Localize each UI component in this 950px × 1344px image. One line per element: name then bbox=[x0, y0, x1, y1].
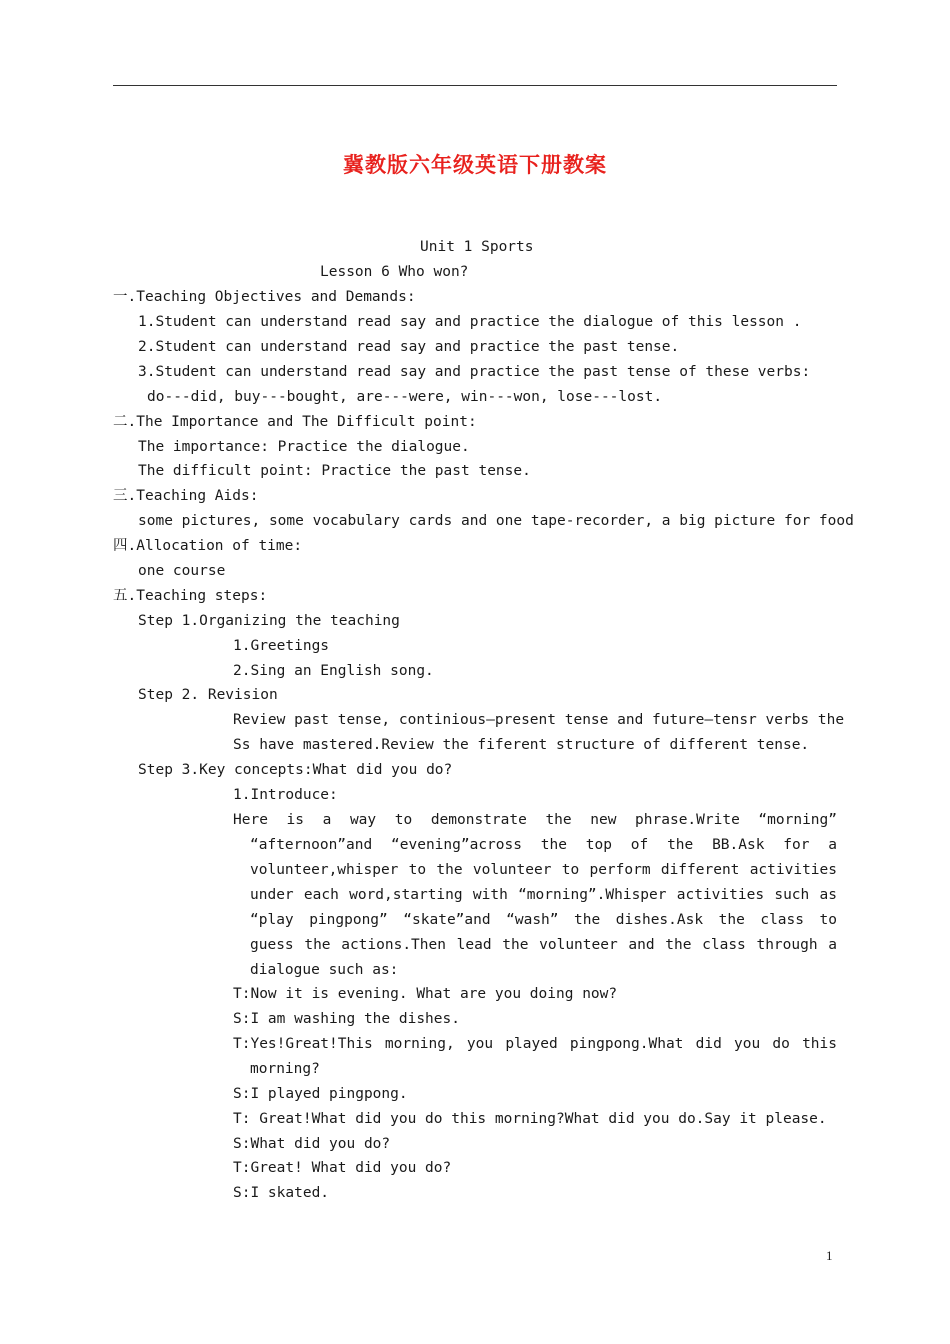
step1-item: 2.Sing an English song. bbox=[233, 663, 434, 679]
section-time-title: 四.Allocation of time: bbox=[113, 538, 303, 554]
page-title: 冀教版六年级英语下册教案 bbox=[343, 153, 607, 177]
step2-title: Step 2. Revision bbox=[138, 687, 278, 703]
step2-line: Review past tense, continious—present tense and future—tensr verbs the bbox=[233, 712, 845, 728]
verb-list: do---did, buy---bought, are---were, win---won, lose---lost. bbox=[147, 389, 663, 405]
step1-item: 1.Greetings bbox=[233, 638, 330, 654]
paragraph-line: guess the actions.Then lead the volunteer and the class through a bbox=[250, 937, 837, 953]
dialogue-line: T:Now it is evening. What are you doing now? bbox=[233, 986, 618, 1002]
step2-line: Ss have mastered.Review the fiferent structure of different tense. bbox=[233, 737, 810, 753]
header-rule bbox=[113, 85, 837, 86]
introduce-label: 1.Introduce: bbox=[233, 787, 338, 803]
dialogue-line: T:Yes!Great!This morning, you played pingpong.What did you do this bbox=[233, 1036, 837, 1052]
dialogue-line: S:What did you do? bbox=[233, 1136, 391, 1152]
paragraph-line: “afternoon”and “evening”across the top of the BB.Ask for a bbox=[250, 837, 837, 853]
section-aids-title: 三.Teaching Aids: bbox=[113, 488, 259, 504]
dialogue-line: T: Great!What did you do this morning?What did you do.Say it please. bbox=[233, 1111, 827, 1127]
section-objectives-title: 一.Teaching Objectives and Demands: bbox=[113, 289, 416, 305]
page-number: 1 bbox=[826, 1248, 833, 1263]
objective-item: 2.Student can understand read say and practice the past tense. bbox=[138, 339, 680, 355]
dialogue-line: T:Great! What did you do? bbox=[233, 1160, 452, 1176]
difficult-item: The difficult point: Practice the past tense. bbox=[138, 463, 531, 479]
step3-title: Step 3.Key concepts:What did you do? bbox=[138, 762, 453, 778]
paragraph-line: under each word,starting with “morning”.Whisper activities such as bbox=[250, 887, 837, 903]
paragraph-line: “play pingpong” “skate”and “wash” the dishes.Ask the class to bbox=[250, 912, 837, 928]
step1-title: Step 1.Organizing the teaching bbox=[138, 613, 400, 629]
importance-item: The importance: Practice the dialogue. bbox=[138, 439, 470, 455]
paragraph-line: volunteer,whisper to the volunteer to perform different activities bbox=[250, 862, 837, 878]
dialogue-line: morning? bbox=[250, 1061, 320, 1077]
dialogue-line: S:I played pingpong. bbox=[233, 1086, 408, 1102]
lesson-heading: Lesson 6 Who won? bbox=[320, 264, 469, 280]
aids-item: some pictures, some vocabulary cards and one tape-recorder, a big picture for food bbox=[138, 513, 854, 529]
dialogue-line: S:I skated. bbox=[233, 1185, 330, 1201]
unit-heading: Unit 1 Sports bbox=[420, 239, 534, 255]
paragraph-line: dialogue such as: bbox=[250, 962, 399, 978]
dialogue-line: S:I am washing the dishes. bbox=[233, 1011, 460, 1027]
paragraph-line: Here is a way to demonstrate the new phrase.Write “morning” bbox=[233, 812, 837, 828]
objective-item: 1.Student can understand read say and practice the dialogue of this lesson . bbox=[138, 314, 802, 330]
section-steps-title: 五.Teaching steps: bbox=[113, 588, 268, 604]
section-importance-title: 二.The Importance and The Difficult point: bbox=[113, 414, 477, 430]
time-item: one course bbox=[138, 563, 226, 579]
objective-item: 3.Student can understand read say and practice the past tense of these verbs: bbox=[138, 364, 811, 380]
